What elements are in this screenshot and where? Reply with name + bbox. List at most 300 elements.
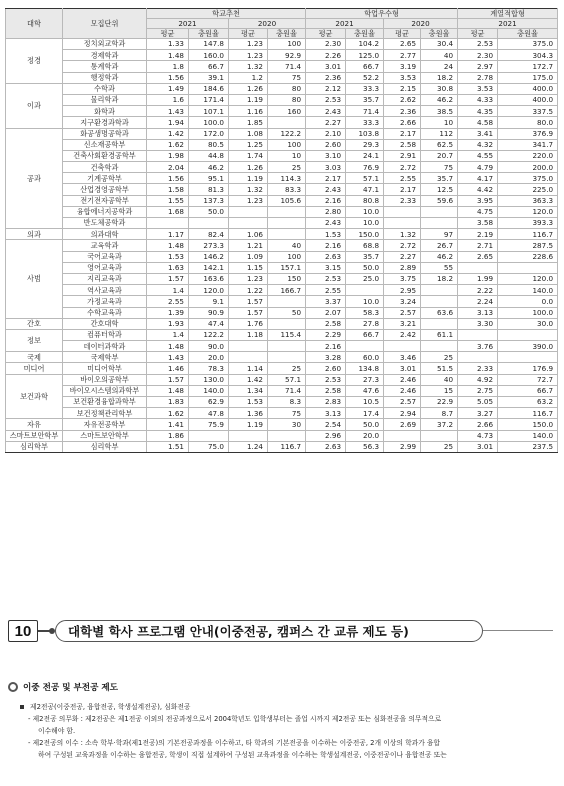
table-row <box>6 150 558 161</box>
admissions-table <box>5 8 558 453</box>
value-cell: 80 <box>268 83 306 94</box>
value-cell <box>229 206 268 217</box>
value-cell: 66.7 <box>189 61 229 72</box>
value-cell: 150 <box>268 273 306 284</box>
value-cell: 1.21 <box>229 240 268 251</box>
header-fill-rate: 충원율 <box>421 29 458 39</box>
value-cell: 2.66 <box>384 117 421 128</box>
table-body <box>6 39 558 453</box>
value-cell: 75.0 <box>189 441 229 452</box>
unit-name-cell: 건축사회환경공학부 <box>63 150 147 161</box>
value-cell <box>498 352 558 363</box>
value-cell: 2.33 <box>384 195 421 206</box>
value-cell: 4.32 <box>458 139 498 150</box>
value-cell: 3.41 <box>458 128 498 139</box>
unit-name-cell: 보건정책관리학부 <box>63 408 147 419</box>
value-cell: 4.58 <box>458 117 498 128</box>
value-cell: 4.35 <box>458 106 498 117</box>
college-name-cell: 심리학부 <box>6 441 63 452</box>
value-cell: 1.56 <box>147 72 189 83</box>
unit-name-cell: 수학과 <box>63 83 147 94</box>
college-name-cell: 의과 <box>6 229 63 240</box>
value-cell: 80 <box>268 94 306 105</box>
value-cell <box>268 206 306 217</box>
value-cell: 1.25 <box>229 139 268 150</box>
value-cell: 71.4 <box>346 106 384 117</box>
value-cell: 2.16 <box>306 195 346 206</box>
value-cell: 1.32 <box>384 229 421 240</box>
value-cell: 1.34 <box>229 385 268 396</box>
value-cell: 3.24 <box>384 296 421 307</box>
table-row <box>6 397 558 408</box>
value-cell: 66.7 <box>498 385 558 396</box>
value-cell <box>189 218 229 229</box>
unit-name-cell: 데이터과학과 <box>63 341 147 352</box>
value-cell <box>421 285 458 296</box>
unit-name-cell: 영어교육과 <box>63 262 147 273</box>
table-row <box>6 94 558 105</box>
value-cell: 2.16 <box>306 240 346 251</box>
header-avg: 평균 <box>458 29 498 39</box>
value-cell: 10.5 <box>346 397 384 408</box>
value-cell: 62.5 <box>421 139 458 150</box>
value-cell: 1.76 <box>229 318 268 329</box>
value-cell: 1.57 <box>147 374 189 385</box>
body-line: - 제2전공 의무화 : 제2전공은 제1전공 이외의 전공과정으로서 2004학년도 입학생부터는 졸업 시까지 제2전공 또는 심화전공을 의무적으로 <box>28 715 442 723</box>
value-cell: 2.80 <box>306 206 346 217</box>
table-row <box>6 341 558 352</box>
header-field-fit: 계열적합형 <box>458 9 558 19</box>
value-cell: 40 <box>421 50 458 61</box>
college-name-cell: 국제 <box>6 352 63 363</box>
value-cell <box>498 329 558 340</box>
value-cell: 82.4 <box>189 229 229 240</box>
value-cell: 1.49 <box>147 83 189 94</box>
unit-name-cell: 지리교육과 <box>63 273 147 284</box>
value-cell: 2.29 <box>306 329 346 340</box>
value-cell: 172.7 <box>498 61 558 72</box>
value-cell: 76.9 <box>346 162 384 173</box>
value-cell: 225.0 <box>498 184 558 195</box>
value-cell: 100 <box>268 39 306 50</box>
value-cell: 92.9 <box>268 50 306 61</box>
value-cell: 56.3 <box>346 441 384 452</box>
value-cell: 20.0 <box>346 430 384 441</box>
table-row <box>6 285 558 296</box>
value-cell: 120.0 <box>498 273 558 284</box>
value-cell: 47.4 <box>189 318 229 329</box>
college-name-cell: 정보 <box>6 329 63 351</box>
value-cell: 1.19 <box>229 419 268 430</box>
value-cell: 1.62 <box>147 139 189 150</box>
value-cell: 80.5 <box>189 139 229 150</box>
value-cell: 1.18 <box>229 329 268 340</box>
value-cell: 58.3 <box>346 307 384 318</box>
value-cell: 75 <box>421 162 458 173</box>
value-cell: 2.55 <box>306 285 346 296</box>
value-cell: 20.0 <box>189 352 229 363</box>
value-cell: 2.57 <box>384 397 421 408</box>
value-cell: 122.2 <box>189 329 229 340</box>
value-cell: 2.72 <box>384 240 421 251</box>
value-cell: 15 <box>421 385 458 396</box>
value-cell: 2.19 <box>458 229 498 240</box>
value-cell <box>421 206 458 217</box>
value-cell: 61.1 <box>421 329 458 340</box>
table-row <box>6 218 558 229</box>
value-cell: 2.95 <box>384 285 421 296</box>
unit-name-cell: 물리학과 <box>63 94 147 105</box>
value-cell: 2.89 <box>384 262 421 273</box>
value-cell: 25 <box>268 363 306 374</box>
value-cell: 160 <box>268 106 306 117</box>
unit-name-cell: 화학과 <box>63 106 147 117</box>
value-cell: 2.42 <box>384 329 421 340</box>
value-cell: 18.2 <box>421 273 458 284</box>
value-cell <box>268 229 306 240</box>
value-cell: 2.58 <box>306 318 346 329</box>
value-cell: 1.26 <box>229 162 268 173</box>
value-cell: 4.73 <box>458 430 498 441</box>
value-cell: 4.42 <box>458 184 498 195</box>
body-line: 하여 구성된 교육과정을 이수하는 융합전공, 학생이 직접 설계하여 구성된 교육과정을 이수하는 학생설계전공, 이중전공이나 융합전공 또는 <box>38 751 447 759</box>
value-cell: 47.6 <box>346 385 384 396</box>
table-row <box>6 117 558 128</box>
value-cell: 2.55 <box>147 296 189 307</box>
value-cell: 3.53 <box>384 72 421 83</box>
value-cell: 27.8 <box>346 318 384 329</box>
value-cell: 1.17 <box>147 229 189 240</box>
value-cell: 140.0 <box>498 285 558 296</box>
value-cell: 2.72 <box>384 162 421 173</box>
value-cell <box>229 341 268 352</box>
value-cell: 50.0 <box>346 262 384 273</box>
value-cell: 176.9 <box>498 363 558 374</box>
value-cell: 1.14 <box>229 363 268 374</box>
value-cell: 2.36 <box>384 106 421 117</box>
header-avg: 평균 <box>229 29 268 39</box>
header-year: 2021 <box>306 19 384 29</box>
value-cell: 150.0 <box>498 419 558 430</box>
value-cell: 1.2 <box>229 72 268 83</box>
value-cell: 57.1 <box>346 173 384 184</box>
body-line: 제2전공(이중전공, 융합전공, 학생설계전공), 심화전공 <box>20 701 558 713</box>
value-cell: 46.2 <box>421 251 458 262</box>
value-cell: 2.16 <box>306 341 346 352</box>
value-cell: 9.1 <box>189 296 229 307</box>
college-name-cell: 간호 <box>6 318 63 329</box>
value-cell: 2.12 <box>306 83 346 94</box>
college-name-cell: 정경 <box>6 39 63 84</box>
value-cell: 1.48 <box>147 341 189 352</box>
value-cell: 3.01 <box>458 441 498 452</box>
table-row <box>6 408 558 419</box>
value-cell: 8.3 <box>268 397 306 408</box>
value-cell: 3.27 <box>458 408 498 419</box>
value-cell: 1.36 <box>229 408 268 419</box>
value-cell: 39.1 <box>189 72 229 83</box>
header-unit: 모집단위 <box>63 9 147 39</box>
value-cell: 1.26 <box>229 83 268 94</box>
unit-name-cell: 화공생명공학과 <box>63 128 147 139</box>
value-cell: 363.3 <box>498 195 558 206</box>
header-fill-rate: 충원율 <box>189 29 229 39</box>
value-cell: 78.3 <box>189 363 229 374</box>
header-year: 2020 <box>229 19 306 29</box>
header-year: 2020 <box>384 19 458 29</box>
value-cell: 1.46 <box>147 363 189 374</box>
value-cell <box>458 329 498 340</box>
value-cell: 175.0 <box>498 72 558 83</box>
body-text <box>20 701 558 761</box>
value-cell: 3.75 <box>384 273 421 284</box>
value-cell: 337.5 <box>498 106 558 117</box>
value-cell: 1.06 <box>229 229 268 240</box>
value-cell: 125.0 <box>346 50 384 61</box>
value-cell: 200.0 <box>498 162 558 173</box>
value-cell: 1.43 <box>147 106 189 117</box>
value-cell: 2.60 <box>306 363 346 374</box>
value-cell: 1.32 <box>229 184 268 195</box>
value-cell <box>268 117 306 128</box>
unit-name-cell: 기계공학부 <box>63 173 147 184</box>
value-cell: 25 <box>421 352 458 363</box>
value-cell: 3.13 <box>306 408 346 419</box>
value-cell: 81.3 <box>189 184 229 195</box>
value-cell: 2.07 <box>306 307 346 318</box>
table-row <box>6 162 558 173</box>
value-cell: 304.3 <box>498 50 558 61</box>
value-cell: 2.53 <box>306 94 346 105</box>
value-cell: 4.17 <box>458 173 498 184</box>
value-cell: 60.0 <box>346 352 384 363</box>
value-cell: 2.17 <box>384 128 421 139</box>
value-cell: 2.75 <box>458 385 498 396</box>
value-cell: 3.30 <box>458 318 498 329</box>
value-cell: 30.0 <box>498 318 558 329</box>
section-number: 10 <box>8 620 38 642</box>
value-cell: 0.0 <box>498 296 558 307</box>
header-college: 대학 <box>6 9 63 39</box>
value-cell <box>421 341 458 352</box>
value-cell: 40 <box>268 240 306 251</box>
value-cell <box>229 218 268 229</box>
value-cell: 38.5 <box>421 106 458 117</box>
value-cell: 375.0 <box>498 39 558 50</box>
value-cell <box>384 218 421 229</box>
value-cell: 10 <box>421 117 458 128</box>
value-cell: 5.05 <box>458 397 498 408</box>
value-cell <box>229 430 268 441</box>
value-cell: 37.2 <box>421 419 458 430</box>
value-cell: 71.4 <box>268 61 306 72</box>
value-cell: 2.60 <box>306 139 346 150</box>
value-cell: 140.0 <box>498 430 558 441</box>
value-cell: 1.8 <box>147 61 189 72</box>
value-cell: 55 <box>421 262 458 273</box>
value-cell: 1.42 <box>147 128 189 139</box>
value-cell: 3.53 <box>458 83 498 94</box>
unit-name-cell: 건축학과 <box>63 162 147 173</box>
value-cell: 97 <box>421 229 458 240</box>
value-cell: 3.15 <box>306 262 346 273</box>
value-cell: 66.7 <box>346 61 384 72</box>
value-cell: 1.53 <box>306 229 346 240</box>
header-year: 2021 <box>147 19 229 29</box>
value-cell: 400.0 <box>498 94 558 105</box>
value-cell: 100 <box>268 139 306 150</box>
value-cell: 157.1 <box>268 262 306 273</box>
unit-name-cell: 의과대학 <box>63 229 147 240</box>
value-cell: 1.48 <box>147 50 189 61</box>
value-cell: 100.0 <box>189 117 229 128</box>
section-banner <box>5 618 553 644</box>
value-cell: 4.33 <box>458 94 498 105</box>
unit-name-cell: 스마트보안학부 <box>63 430 147 441</box>
table-row <box>6 262 558 273</box>
value-cell: 1.74 <box>229 150 268 161</box>
value-cell: 17.4 <box>346 408 384 419</box>
square-bullet-icon <box>20 705 24 709</box>
value-cell: 52.2 <box>346 72 384 83</box>
value-cell: 376.9 <box>498 128 558 139</box>
unit-name-cell: 수학교육과 <box>63 307 147 318</box>
value-cell: 140.0 <box>189 385 229 396</box>
table-row <box>6 61 558 72</box>
value-cell: 3.13 <box>458 307 498 318</box>
unit-name-cell: 심리학부 <box>63 441 147 452</box>
value-cell: 46.2 <box>421 94 458 105</box>
value-cell: 35.7 <box>421 173 458 184</box>
value-cell: 100 <box>268 251 306 262</box>
unit-name-cell: 바이오시스템의과학부 <box>63 385 147 396</box>
value-cell: 220.0 <box>498 150 558 161</box>
value-cell: 12.5 <box>421 184 458 195</box>
value-cell: 29.3 <box>346 139 384 150</box>
value-cell: 1.43 <box>147 352 189 363</box>
value-cell: 1.83 <box>147 397 189 408</box>
value-cell: 47.1 <box>346 184 384 195</box>
unit-name-cell: 산업경영공학부 <box>63 184 147 195</box>
value-cell: 1.53 <box>147 251 189 262</box>
value-cell: 1.56 <box>147 173 189 184</box>
value-cell: 184.6 <box>189 83 229 94</box>
value-cell: 25 <box>421 441 458 452</box>
unit-name-cell: 전기전자공학부 <box>63 195 147 206</box>
unit-name-cell: 국제학부 <box>63 352 147 363</box>
value-cell: 107.1 <box>189 106 229 117</box>
table-row <box>6 195 558 206</box>
value-cell: 22.9 <box>421 397 458 408</box>
unit-name-cell: 통계학과 <box>63 61 147 72</box>
value-cell: 44.8 <box>189 150 229 161</box>
value-cell: 228.6 <box>498 251 558 262</box>
value-cell: 30.4 <box>421 39 458 50</box>
value-cell: 35.7 <box>346 94 384 105</box>
value-cell: 95.1 <box>189 173 229 184</box>
value-cell: 57.1 <box>268 374 306 385</box>
value-cell: 80.8 <box>346 195 384 206</box>
value-cell: 1.15 <box>229 262 268 273</box>
value-cell: 2.57 <box>384 307 421 318</box>
value-cell: 393.3 <box>498 218 558 229</box>
value-cell: 400.0 <box>498 83 558 94</box>
value-cell: 2.94 <box>384 408 421 419</box>
value-cell <box>268 296 306 307</box>
value-cell: 4.55 <box>458 150 498 161</box>
section-title: 대학별 학사 프로그램 안내(이중전공, 캠퍼스 간 교류 제도 등) <box>55 620 483 642</box>
value-cell <box>384 206 421 217</box>
value-cell: 33.3 <box>346 83 384 94</box>
value-cell: 1.51 <box>147 441 189 452</box>
value-cell: 1.4 <box>147 285 189 296</box>
value-cell: 40 <box>421 374 458 385</box>
value-cell: 375.0 <box>498 173 558 184</box>
value-cell: 72.7 <box>498 374 558 385</box>
value-cell <box>189 430 229 441</box>
value-cell: 104.2 <box>346 39 384 50</box>
unit-name-cell: 간호대학 <box>63 318 147 329</box>
unit-name-cell: 신소재공학부 <box>63 139 147 150</box>
unit-name-cell: 컴퓨터학과 <box>63 329 147 340</box>
value-cell: 171.4 <box>189 94 229 105</box>
value-cell: 75 <box>268 408 306 419</box>
value-cell: 116.7 <box>498 408 558 419</box>
value-cell <box>268 218 306 229</box>
value-cell: 122.2 <box>268 128 306 139</box>
value-cell: 2.27 <box>384 251 421 262</box>
value-cell: 103.8 <box>346 128 384 139</box>
value-cell: 1.93 <box>147 318 189 329</box>
value-cell: 115.4 <box>268 329 306 340</box>
value-cell: 1.94 <box>147 117 189 128</box>
value-cell: 2.53 <box>306 273 346 284</box>
value-cell: 25.0 <box>346 273 384 284</box>
value-cell: 2.71 <box>458 240 498 251</box>
value-cell: 75 <box>268 72 306 83</box>
value-cell: 2.65 <box>458 251 498 262</box>
value-cell <box>147 218 189 229</box>
value-cell: 2.43 <box>306 218 346 229</box>
value-cell: 30 <box>268 419 306 430</box>
unit-name-cell: 정치외교학과 <box>63 39 147 50</box>
table-row <box>6 139 558 150</box>
header-avg: 평균 <box>147 29 189 39</box>
body-line: 이수해야 함. <box>38 727 76 735</box>
value-cell: 120.0 <box>189 285 229 296</box>
value-cell: 1.57 <box>229 296 268 307</box>
value-cell: 112 <box>421 128 458 139</box>
header-avg: 평균 <box>384 29 421 39</box>
value-cell: 1.23 <box>229 195 268 206</box>
value-cell: 2.58 <box>384 139 421 150</box>
value-cell: 1.58 <box>147 184 189 195</box>
header-fill-rate: 충원율 <box>268 29 306 39</box>
value-cell: 25 <box>268 162 306 173</box>
value-cell: 2.91 <box>384 150 421 161</box>
value-cell: 1.19 <box>229 173 268 184</box>
value-cell: 142.1 <box>189 262 229 273</box>
table-row <box>6 229 558 240</box>
value-cell: 2.30 <box>306 39 346 50</box>
value-cell: 1.32 <box>229 61 268 72</box>
value-cell: 390.0 <box>498 341 558 352</box>
value-cell: 46.2 <box>189 162 229 173</box>
college-name-cell: 공과 <box>6 128 63 229</box>
unit-name-cell: 국어교육과 <box>63 251 147 262</box>
value-cell: 166.7 <box>268 285 306 296</box>
value-cell: 1.41 <box>147 419 189 430</box>
